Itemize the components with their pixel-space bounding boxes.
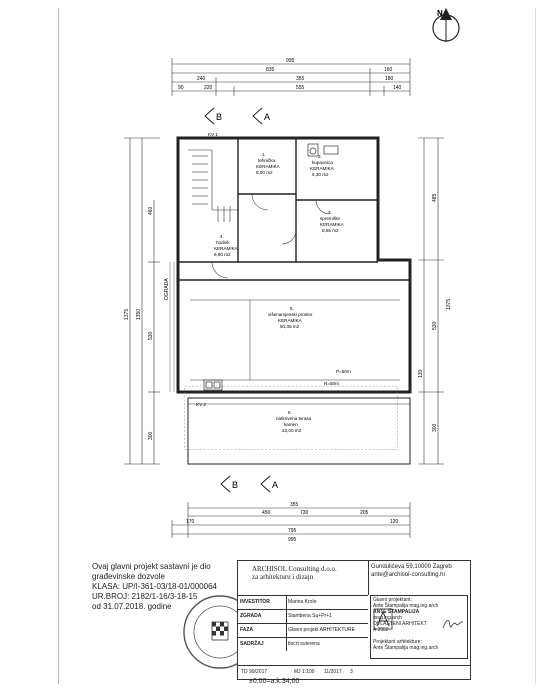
- room-2-num: 2.: [318, 154, 322, 159]
- signature-box: [370, 595, 468, 659]
- address-line-2: ante@archisol-consulting.hr: [371, 572, 446, 578]
- bottom-sheet: 3: [350, 669, 353, 675]
- room-6-area: 22,00 m2: [282, 428, 302, 433]
- room-1-num: 1.: [262, 152, 266, 157]
- dim-bottom-3: 450: [262, 510, 271, 516]
- room-2-name: kupaonica: [312, 160, 333, 165]
- bottom-td: TD 99/2017: [241, 669, 268, 675]
- firm-line-1: ARCHISOL Consulting d.o.o.: [252, 565, 337, 573]
- elevation-reference: ±0,00=a.k.34,00: [249, 678, 300, 685]
- label-ograda: OGRADA: [164, 278, 170, 300]
- value-investitor: Marina Krolo: [288, 599, 317, 605]
- firm-address: [371, 563, 452, 579]
- sig-line-4: mag.ing.arch: [373, 615, 402, 621]
- label-zgrada: ZGRADA: [240, 613, 262, 619]
- north-arrow-icon: [433, 8, 459, 42]
- room-6-num: 6.: [288, 410, 292, 415]
- dim-top-8: 220: [204, 85, 213, 91]
- coat-of-arms-icon: [212, 622, 228, 640]
- dim-right-4: 300: [432, 423, 438, 432]
- dim-left-5: 300: [148, 431, 154, 440]
- room-3-name: spremište: [320, 216, 340, 221]
- dim-bottom-5: 120: [390, 519, 399, 525]
- room-3-num: 3.: [328, 210, 332, 215]
- dim-right-3: 530: [432, 321, 438, 330]
- section-markers-top: [205, 108, 270, 124]
- kitchen-unit: [204, 380, 222, 390]
- sig-line-6: A 3962: [373, 627, 389, 633]
- section-marker-a: A: [264, 112, 271, 122]
- row-zgrada: [238, 609, 368, 624]
- label-kv1: KV 1: [208, 132, 218, 137]
- address-line-1: Gundulićeva 59,10000 Zagreb: [371, 564, 452, 570]
- title-block: [237, 560, 471, 680]
- firm-line-2: za arhitekturu i dizajn: [252, 573, 314, 581]
- note-line-3: KLASA: UP/I-361-03/18-01/000064: [92, 582, 217, 591]
- room-2-area: 5,30 m2: [312, 172, 329, 177]
- label-kv2: KV 2: [196, 402, 206, 407]
- sig-line-1: Glavni projektant:: [373, 597, 412, 603]
- room-5-num: 5.: [290, 306, 294, 311]
- room-5-name: višenamjenski prostor: [268, 312, 313, 317]
- note-line-5: od 31.07.2018. godine: [92, 602, 172, 611]
- sig-line-3: ANTE ŠTAMPALIJA: [373, 609, 420, 615]
- sig-line-7: Projektant arhitekture:: [373, 639, 422, 645]
- value-faza: Glavni projekt ARHITEKTURE: [288, 627, 355, 633]
- dim-right-1: 485: [432, 193, 438, 202]
- value-zgrada: Stambena Su+Pr+1: [288, 613, 332, 619]
- room-4-num: 4.: [220, 234, 224, 239]
- bottom-row: [238, 665, 470, 679]
- room-3-floor: KERAMIKA: [320, 222, 344, 227]
- sig-line-2: Ante Štampalija mag.ing.arch: [373, 603, 439, 609]
- label-faza: FAZA: [240, 627, 254, 633]
- room-4-floor: KERAMIKA: [214, 246, 238, 251]
- label-sadrzaj: SADRŽAJ: [240, 641, 264, 647]
- signature-icon: [441, 616, 465, 632]
- dim-right-2: 1375: [446, 298, 452, 310]
- dim-bottom-4: 205: [360, 510, 369, 516]
- dim-top-1: 995: [286, 58, 295, 64]
- room-3-area: 8,55 m2: [322, 228, 339, 233]
- dim-left-3: 1350: [136, 308, 142, 320]
- section-marker-b-bottom: B: [232, 480, 239, 490]
- label-r50: R=50m: [324, 381, 339, 386]
- section-marker-b: B: [216, 112, 223, 122]
- fence-hatch: [170, 262, 174, 392]
- dim-bottom-1: 355: [290, 502, 299, 508]
- room-6-floor: kamen: [284, 422, 298, 427]
- dim-left-2: 1375: [124, 308, 130, 320]
- dim-bottom-6: 170: [186, 519, 195, 525]
- dim-top-2: 835: [266, 67, 275, 73]
- firm-name: [252, 565, 337, 581]
- room-2-floor: KERAMIKA: [310, 166, 334, 171]
- dim-top-3: 160: [384, 67, 393, 73]
- stairs: [188, 150, 238, 222]
- bathroom-fixtures: [308, 144, 338, 156]
- dim-bottom-8: 995: [288, 537, 297, 543]
- room-1-name: tehnička: [258, 158, 276, 163]
- note-line-2: građevinske dozvole: [92, 572, 165, 581]
- dim-bottom-2: 730: [300, 510, 309, 516]
- dim-left-1: 460: [148, 206, 154, 215]
- label-investitor: INVESTITOR: [240, 599, 270, 605]
- row-investitor: [238, 595, 368, 610]
- note-line-4: UR.BROJ: 2182/1-16/3-18-15: [92, 592, 198, 601]
- room-4-area: 6,80 m2: [214, 252, 231, 257]
- room-5-floor: KERAMIKA: [278, 318, 302, 323]
- room-4-name: hodnik: [216, 240, 230, 245]
- section-marker-a-bottom: A: [272, 480, 279, 490]
- label-p50: P=50m: [336, 369, 351, 374]
- bottom-date: 11/2017: [324, 669, 342, 675]
- sig-line-5: OVLAŠTENI ARHITEKT: [373, 621, 427, 627]
- dim-left-4: 530: [148, 331, 154, 340]
- dim-right-5: 130: [418, 369, 424, 378]
- room-1-area: 8,00 m2: [256, 170, 273, 175]
- row-faza: [238, 623, 368, 638]
- row-sadrzaj: [238, 637, 368, 652]
- dim-top-9: 555: [296, 85, 305, 91]
- dim-top-6: 180: [385, 76, 394, 82]
- section-markers-bottom: [221, 476, 278, 492]
- dim-bottom-7: 795: [288, 528, 297, 534]
- value-sadrzaj: tlocrt suterena: [288, 641, 320, 647]
- dim-top-10: 140: [393, 85, 402, 91]
- dim-top-4: 240: [197, 76, 206, 82]
- bottom-scale: MJ 1:100: [294, 669, 315, 675]
- dim-top-7: 90: [178, 85, 184, 91]
- dim-top-5: 355: [296, 76, 305, 82]
- room-6-name: natkrivena terasa: [276, 416, 312, 421]
- architect-stamp-icon: [373, 608, 393, 630]
- room-5-area: 50,35 m2: [280, 324, 300, 329]
- note-line-1: Ovaj glavni projekt sastavni je dio: [92, 562, 211, 571]
- room-1-floor: KERAMIKA: [256, 164, 280, 169]
- sig-line-8: Ante Štampalija mag.ing.arch: [373, 645, 439, 651]
- svg-text:N: N: [437, 9, 443, 18]
